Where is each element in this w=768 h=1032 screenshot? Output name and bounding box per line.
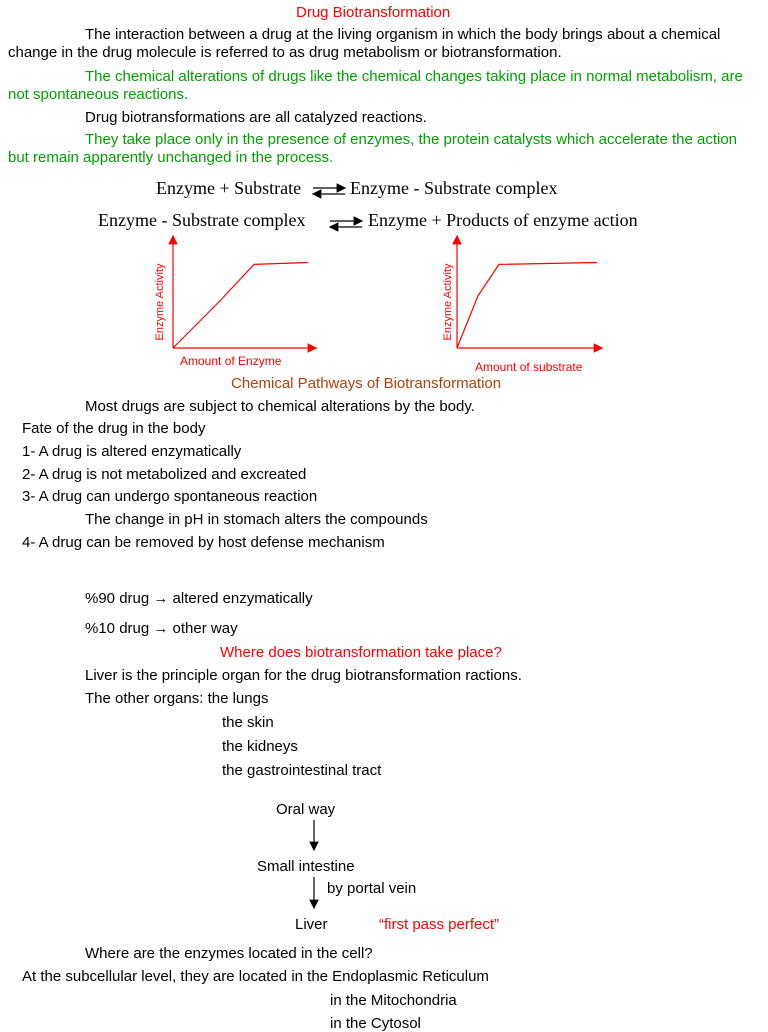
pathways-heading: Chemical Pathways of Biotransformation	[231, 375, 502, 392]
intro-paragraph-1: The interaction between a drug at the living organism in which the body brings about a chemical change in the drug molecule is referred to as drug metabolism or biotransformation.	[8, 26, 721, 61]
equation-1-right: Enzyme - Substrate complex	[350, 178, 558, 198]
chart-2-axes	[457, 236, 602, 348]
chart-2-ylabel: Enzyme Activity	[442, 263, 454, 341]
page-title: Drug Biotransformation	[296, 4, 451, 21]
fate-item-4: 4- A drug can be removed by host defense mechanism	[22, 534, 385, 551]
flow-step-small-intestine: Small intestine	[257, 858, 355, 875]
flow-step-liver: Liver	[295, 916, 328, 933]
equation-2-left: Enzyme - Substrate complex	[98, 210, 306, 230]
chart-2-curve	[457, 263, 597, 349]
intro-paragraph-4: They take place only in the presence of enzymes, the protein catalysts which accelerate the action but remain apparently unchanged in the process.	[8, 131, 738, 166]
flow-step-oral: Oral way	[276, 801, 336, 818]
pathways-intro: Most drugs are subject to chemical alterations by the body.	[85, 398, 475, 415]
chart-1-xlabel: Amount of Enzyme	[180, 354, 282, 368]
intro-paragraph-2: The chemical alterations of drugs like the chemical changes taking place in normal metabolism, are not spontaneous reactions.	[8, 68, 743, 103]
liver-statement: Liver is the principle organ for the drug biotransformation ractions.	[85, 667, 522, 684]
chart-1-curve	[173, 263, 308, 349]
equation-1-left: Enzyme + Substrate	[156, 178, 302, 198]
fate-item-2: 2- A drug is not metabolized and excreated	[22, 466, 307, 483]
organ-skin: the skin	[222, 714, 274, 731]
intro-paragraph-3: Drug biotransformations are all catalyzed reactions.	[85, 109, 427, 126]
ratio-90: %90 drug → altered enzymatically	[85, 590, 313, 607]
fate-item-1: 1- A drug is altered enzymatically	[22, 443, 242, 460]
fate-heading: Fate of the drug in the body	[22, 420, 206, 437]
organ-kidneys: the kidneys	[222, 738, 298, 755]
cell-question: Where are the enzymes located in the cell?	[85, 945, 373, 962]
equilibrium-arrow-1	[313, 188, 345, 194]
cell-answer: At the subcellular level, they are located in the Endoplasmic Reticulum	[22, 968, 489, 985]
ratio-10: %10 drug → other way	[85, 620, 238, 637]
other-organs-label: The other organs: the lungs	[85, 690, 269, 707]
first-pass-note: “first pass perfect”	[379, 916, 500, 933]
organ-gi-tract: the gastrointestinal tract	[222, 762, 382, 779]
chart-1-axes	[173, 236, 316, 348]
cell-location-mitochondria: in the Mitochondria	[330, 992, 457, 1009]
fate-item-3-note: The change in pH in stomach alters the compounds	[85, 511, 428, 528]
chart-2-xlabel: Amount of substrate	[475, 360, 583, 374]
equation-2-right: Enzyme + Products of enzyme action	[368, 210, 638, 230]
flow-portal-vein: by portal vein	[327, 880, 417, 897]
equilibrium-arrow-2	[330, 221, 362, 227]
fate-item-3: 3- A drug can undergo spontaneous reaction	[22, 488, 318, 505]
cell-location-cytosol: in the Cytosol	[330, 1015, 421, 1032]
figures-svg	[0, 0, 768, 400]
chart-1-ylabel: Enzyme Activity	[154, 263, 166, 341]
where-heading: Where does biotransformation take place?	[220, 644, 502, 661]
